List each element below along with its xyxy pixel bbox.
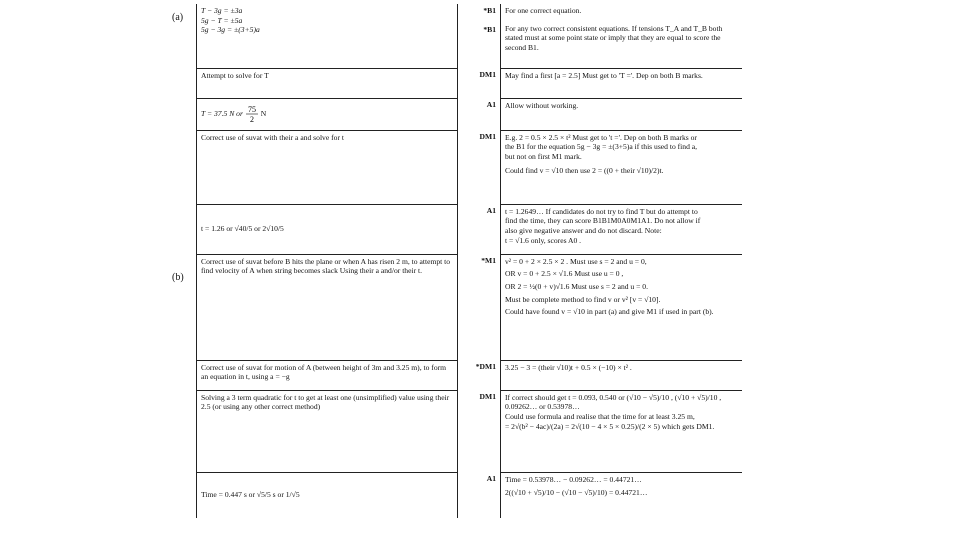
answer-text: T = 37.5 N or	[201, 108, 243, 118]
note-line: t = 1.2649… If candidates do not try to find T but do attempt to	[505, 206, 698, 216]
note-line: Could find v = √10 then use 2 = ((0 + their √10)/2)t.	[505, 165, 664, 175]
part-label-a: (a)	[172, 12, 184, 23]
answer-cell: Correct use of suvat for motion of A (between height of 3m and 3.25 m), to form an equation in t, using a = −g	[197, 360, 458, 390]
note-line: E.g. 2 = 0.5 × 2.5 × t² Must get to 't ='. Dep on both B marks or	[505, 132, 697, 142]
notes-cell: May find a first [a = 2.5] Must get to 'T ='. Dep on both B marks.	[501, 68, 743, 98]
note-line: Could use formula and realise that the time for at least 3.25 m,	[505, 411, 695, 421]
table-row	[197, 4, 743, 68]
table-row	[197, 254, 743, 360]
notes-cell	[501, 130, 743, 204]
notes-cell: Allow without working.	[501, 98, 743, 130]
mark-label: *B1	[483, 6, 496, 15]
note-line: the B1 for the equation 5g − 3g = ±(3+5)a if this used to find a,	[505, 142, 698, 152]
svg-text:75: 75	[247, 105, 256, 114]
mark-cell: A1	[458, 472, 501, 518]
note-line: t = √1.6 only, scores A0 .	[505, 235, 582, 245]
note-line: but not on first M1 mark.	[505, 151, 582, 161]
answer-cell: t = 1.26 or √40/5 or 2√10/5	[197, 204, 458, 254]
mark-cell: DM1	[458, 390, 501, 472]
mark-cell	[458, 4, 501, 68]
table-row	[197, 472, 743, 518]
mark-cell: A1	[458, 98, 501, 130]
notes-cell	[501, 254, 743, 360]
answer-cell: Solving a 3 term quadratic for t to get at least one (unsimplified) value using their 2.5 (or using any other correct method)	[197, 390, 458, 472]
table-row	[197, 204, 743, 254]
note-line: If correct should get t = 0.093, 0.540 or (√10 − √5)/10 , (√10 + √5)/10 ,	[505, 392, 722, 402]
answer-cell: Correct use of suvat with their a and solve for t	[197, 130, 458, 204]
svg-text:2: 2	[249, 115, 254, 124]
mark-cell: DM1	[458, 130, 501, 204]
note-line: 0.09262… or 0.53978…	[505, 402, 580, 412]
mark-cell: *M1	[458, 254, 501, 360]
notes-cell	[501, 4, 743, 68]
mark-scheme-table	[196, 4, 742, 518]
note-line: For any two correct consistent equations. If tensions T_A and T_B both stated must at some point state or imply that they are equal to score the second B1.	[505, 23, 723, 53]
note-line: Could have found v = √10 in part (a) and give M1 if used in part (b).	[505, 307, 714, 317]
table-row	[197, 130, 743, 204]
mark-cell: DM1	[458, 68, 501, 98]
note-line: OR 2 = ½(0 + v)√1.6 Must use s = 2 and u = 0.	[505, 281, 649, 291]
mark-cell: A1	[458, 204, 501, 254]
note-line: also give negative answer and do not discard. Note:	[505, 225, 662, 235]
fraction-75-over-2	[245, 104, 259, 124]
notes-cell	[501, 472, 743, 518]
mark-label: *B1	[483, 24, 496, 34]
note-line: v² = 0 + 2 × 2.5 × 2 . Must use s = 2 and u = 0,	[505, 256, 647, 266]
part-label-b: (b)	[172, 272, 184, 283]
equation-line: 5g − T = ±5a	[201, 15, 243, 25]
table-row	[197, 98, 743, 130]
answer-cell	[197, 98, 458, 130]
note-line: Must be complete method to find v or v² [v = √10].	[505, 294, 661, 304]
answer-cell: Time = 0.447 s or √5/5 s or 1/√5	[197, 472, 458, 518]
answer-cell: Correct use of suvat before B hits the plane or when A has risen 2 m, to attempt to find velocity of A when string becomes slack Using their a and/or their t.	[197, 254, 458, 360]
table-row	[197, 390, 743, 472]
note-line: find the time, they can score B1B1M0A0M1A1. Do not allow if	[505, 216, 701, 226]
equation-line: 5g − 3g = ±(3+5)a	[201, 25, 260, 35]
notes-cell: 3.25 − 3 = (their √10)t + 0.5 × (−10) × t² .	[501, 360, 743, 390]
answer-cell: Attempt to solve for T	[197, 68, 458, 98]
note-line: 2((√10 + √5)/10 − (√10 − √5)/10) = 0.44721…	[505, 488, 648, 498]
answer-unit: N	[260, 108, 267, 118]
note-line: = 2√(b² − 4ac)/(2a) = 2√(10 − 4 × 5 × 0.25)/(2 × 5) which gets DM1.	[505, 421, 715, 431]
answer-cell	[197, 4, 458, 68]
note-line: Time = 0.53978… − 0.09262… = 0.44721…	[505, 474, 642, 484]
notes-cell	[501, 204, 743, 254]
notes-cell	[501, 390, 743, 472]
table-row	[197, 360, 743, 390]
mark-cell: *DM1	[458, 360, 501, 390]
note-line: For one correct equation.	[505, 6, 582, 15]
note-line: OR v = 0 + 2.5 × √1.6 Must use u = 0 ,	[505, 269, 624, 279]
equation-line: T − 3g = ±3a	[201, 6, 243, 15]
table-row	[197, 68, 743, 98]
